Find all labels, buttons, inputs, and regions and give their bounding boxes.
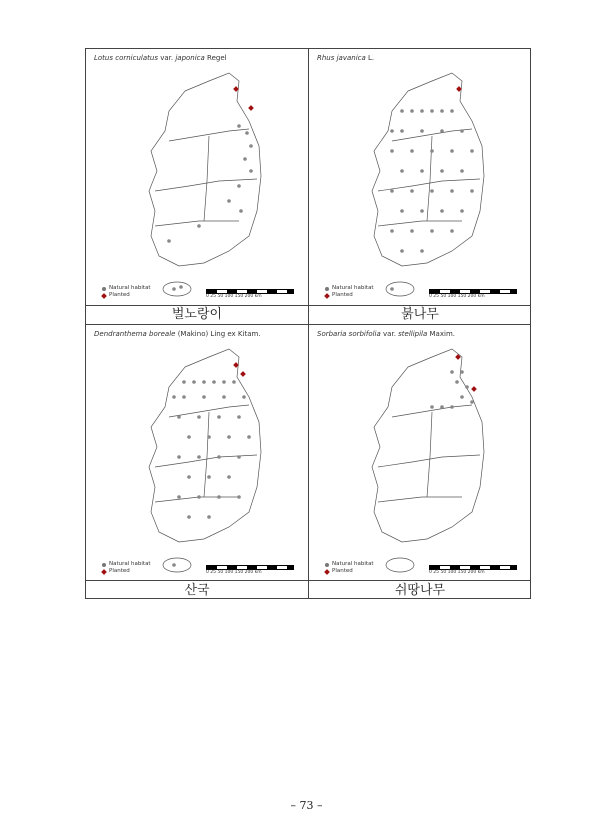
natural-habitat-marker-icon — [325, 563, 329, 567]
korea-map — [89, 327, 305, 581]
map-legend: Natural habitat Planted — [325, 285, 374, 299]
planted-marker-icon — [101, 569, 107, 575]
species-title: Sorbaria sorbifolia var. stellipila Maxim. — [317, 330, 455, 338]
species-title: Dendranthema boreale (Makino) Ling ex Kitam. — [94, 330, 261, 338]
panel-caption: 벌노랑이 — [171, 307, 223, 322]
map-panel-2 — [309, 49, 531, 305]
planted-marker-icon — [101, 293, 107, 299]
map-panel-1 — [86, 49, 308, 305]
scale-bar: 0 25 50 100 150 200 km — [206, 565, 294, 575]
korea-map — [312, 51, 528, 305]
map-legend: Natural habitat Planted — [102, 561, 151, 575]
korea-map — [312, 327, 528, 581]
natural-habitat-marker-icon — [325, 287, 329, 291]
planted-marker-icon — [324, 569, 330, 575]
map-legend: Natural habitat Planted — [102, 285, 151, 299]
natural-habitat-marker-icon — [102, 287, 106, 291]
panel-caption: 쉬땅나무 — [394, 583, 446, 598]
panel-caption: 붉나무 — [401, 307, 439, 322]
map-panel-4 — [309, 325, 531, 581]
figure-grid — [85, 48, 531, 599]
map-legend: Natural habitat Planted — [325, 561, 374, 575]
panel-caption: 산국 — [184, 583, 210, 598]
planted-marker-icon — [324, 293, 330, 299]
scale-bar: 0 25 50 100 150 200 km — [429, 289, 517, 299]
korea-map — [89, 51, 305, 305]
map-panel-3 — [86, 325, 308, 581]
page-number: – 73 – — [290, 799, 323, 812]
scale-bar: 0 25 50 100 150 200 km — [206, 289, 294, 299]
species-title: Lotus corniculatus var. japonica Regel — [94, 54, 227, 62]
natural-habitat-marker-icon — [102, 563, 106, 567]
species-title: Rhus javanica L. — [317, 54, 375, 62]
scale-bar: 0 25 50 100 150 200 km — [429, 565, 517, 575]
